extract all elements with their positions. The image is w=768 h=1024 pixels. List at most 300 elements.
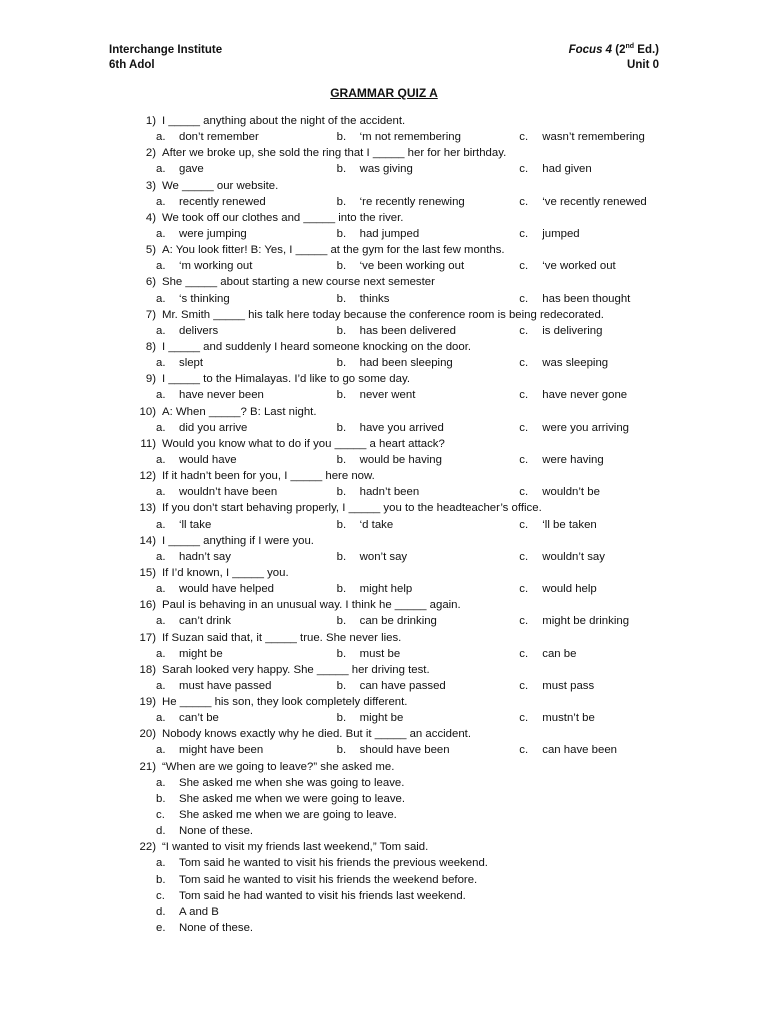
answer-option xyxy=(109,872,669,888)
answer-option xyxy=(156,742,337,758)
answer-option xyxy=(519,420,669,436)
option-text: Tom said he wanted to visit his friends the weekend before. xyxy=(179,873,478,886)
option-letter: b. xyxy=(336,486,347,499)
question-stem xyxy=(109,500,669,516)
answer-option xyxy=(337,452,520,468)
answer-option xyxy=(156,355,337,371)
question-text: I _____ and suddenly I heard someone knocking on the door. xyxy=(162,340,472,353)
option-letter: d. xyxy=(156,905,166,918)
document-header-left xyxy=(109,43,222,73)
answer-options-row xyxy=(109,355,669,371)
question-number: 18) xyxy=(139,663,156,676)
option-text: has been delivered xyxy=(359,324,456,337)
question-text: “When are we going to leave?” she asked me. xyxy=(162,760,395,773)
answer-option xyxy=(519,646,669,662)
answer-option xyxy=(109,807,669,823)
question-stem xyxy=(109,694,669,710)
option-letter: a. xyxy=(156,195,166,208)
answer-option xyxy=(156,420,337,436)
option-text: is delivering xyxy=(542,324,603,337)
option-text: can be drinking xyxy=(359,615,437,628)
option-text: can have passed xyxy=(359,679,446,692)
option-text: hadn’t been xyxy=(359,486,420,499)
option-letter: a. xyxy=(156,712,166,725)
question-text: A: You look fitter! B: Yes, I _____ at the gym for the last few months. xyxy=(162,244,505,257)
question-stem xyxy=(109,759,669,775)
option-text: ‘re recently renewing xyxy=(359,195,465,208)
question-text: We _____ our website. xyxy=(162,179,279,192)
option-text: None of these. xyxy=(179,922,254,935)
option-text: would be having xyxy=(359,453,442,466)
question-text: If you don’t start behaving properly, I _____ you to the headteacher’s office. xyxy=(162,502,542,515)
answer-options-row xyxy=(109,678,669,694)
answer-option xyxy=(337,613,520,629)
unit-label: Unit 0 xyxy=(627,59,659,71)
answer-option xyxy=(337,194,520,210)
answer-option xyxy=(156,484,337,500)
answer-option xyxy=(156,517,337,533)
question-text: I _____ to the Himalayas. I’d like to go some day. xyxy=(162,373,410,386)
answer-option xyxy=(337,742,520,758)
option-text: She asked me when we are going to leave. xyxy=(179,809,397,822)
answer-options-row xyxy=(109,194,669,210)
class-group: 6th Adol xyxy=(109,59,155,71)
option-text: would have helped xyxy=(179,583,274,596)
option-text: ‘ll take xyxy=(179,518,212,531)
answer-option xyxy=(519,742,669,758)
answer-option xyxy=(519,291,669,307)
answer-option xyxy=(156,226,337,242)
question-stem xyxy=(109,242,669,258)
option-letter: c. xyxy=(519,421,529,434)
question-text: Sarah looked very happy. She _____ her driving test. xyxy=(162,663,430,676)
answer-option xyxy=(156,387,337,403)
answer-options-row xyxy=(109,452,669,468)
question-number: 16) xyxy=(139,599,156,612)
option-text: gave xyxy=(179,163,204,176)
question-number: 1) xyxy=(145,115,156,127)
question-text: If I’d known, I _____ you. xyxy=(162,566,289,579)
answer-options-row xyxy=(109,258,669,274)
option-letter: a. xyxy=(156,260,166,273)
option-letter: a. xyxy=(156,615,166,628)
option-text: have never been xyxy=(179,389,264,402)
answer-option xyxy=(519,549,669,565)
answer-option xyxy=(519,581,669,597)
option-letter: c. xyxy=(519,583,529,596)
option-text: can’t drink xyxy=(179,615,231,628)
answer-options-row xyxy=(109,323,669,339)
option-text: would help xyxy=(542,583,597,596)
question-stem xyxy=(109,630,669,646)
option-text: have you arrived xyxy=(359,421,444,434)
question-text: Nobody knows exactly why he died. But it _____ an accident. xyxy=(162,728,471,741)
answer-option xyxy=(156,646,337,662)
answer-option xyxy=(519,678,669,694)
answer-option xyxy=(156,194,337,210)
option-letter: c. xyxy=(519,131,529,144)
option-text: hadn’t say xyxy=(179,550,231,563)
answer-options-row xyxy=(109,387,669,403)
question-number: 2) xyxy=(145,147,156,160)
answer-option xyxy=(337,420,520,436)
option-text: A and B xyxy=(179,905,219,918)
option-text: were you arriving xyxy=(542,421,630,434)
option-letter: b. xyxy=(336,679,347,692)
option-letter: c. xyxy=(519,357,529,370)
question-text: Paul is behaving in an unusual way. I think he _____ again. xyxy=(162,599,461,612)
answer-option xyxy=(156,581,337,597)
option-letter: e. xyxy=(156,922,166,935)
book-title: Focus 4 xyxy=(568,44,613,56)
answer-option xyxy=(337,484,520,500)
answer-option xyxy=(156,291,337,307)
option-letter: c. xyxy=(519,324,529,337)
question-text: I _____ anything about the night of the accident. xyxy=(162,115,406,127)
answer-option xyxy=(156,258,337,274)
option-text: might have been xyxy=(179,744,264,757)
option-text: might be xyxy=(179,647,223,660)
question-stem xyxy=(109,468,669,484)
option-letter: a. xyxy=(156,857,166,870)
question-number: 14) xyxy=(139,534,156,547)
answer-option xyxy=(156,161,337,177)
option-text: don’t remember xyxy=(179,131,259,144)
option-text: have never gone xyxy=(542,389,628,402)
answer-options-row xyxy=(109,484,669,500)
question-stem xyxy=(109,404,669,420)
book-edition: Focus 4 (2nd Ed.) xyxy=(568,43,659,56)
question-number: 20) xyxy=(139,728,156,741)
question-stem xyxy=(109,839,669,855)
option-text: ‘ve recently renewed xyxy=(542,195,647,208)
answer-option xyxy=(519,161,669,177)
answer-option xyxy=(337,355,520,371)
option-text: ‘ll be taken xyxy=(542,518,597,531)
option-text: had been sleeping xyxy=(359,357,453,370)
question-number: 5) xyxy=(145,244,156,257)
question-stem xyxy=(109,210,669,226)
answer-option xyxy=(519,452,669,468)
option-letter: c. xyxy=(519,292,529,305)
option-text: can have been xyxy=(542,744,618,757)
answer-option xyxy=(109,888,669,904)
option-letter: b. xyxy=(336,453,347,466)
option-letter: a. xyxy=(156,583,166,596)
answer-option xyxy=(519,129,669,145)
institute-name: Interchange Institute xyxy=(109,44,223,56)
answer-option xyxy=(337,129,520,145)
option-text: delivers xyxy=(179,324,219,337)
option-letter: b. xyxy=(336,163,347,176)
quiz-body xyxy=(109,113,669,936)
option-letter: c. xyxy=(519,453,529,466)
answer-options-row xyxy=(109,226,669,242)
option-letter: b. xyxy=(336,712,347,725)
option-letter: c. xyxy=(519,486,529,499)
answer-option xyxy=(156,710,337,726)
answer-option xyxy=(109,791,669,807)
answer-option xyxy=(337,161,520,177)
option-letter: a. xyxy=(156,163,166,176)
answer-option xyxy=(156,129,337,145)
question-number: 22) xyxy=(139,841,156,854)
option-letter: c. xyxy=(519,744,529,757)
question-number: 6) xyxy=(145,276,156,289)
option-letter: b. xyxy=(336,615,347,628)
answer-option xyxy=(337,226,520,242)
question-number: 10) xyxy=(139,405,156,418)
question-stem xyxy=(109,274,669,290)
option-letter: a. xyxy=(156,324,166,337)
option-letter: a. xyxy=(156,421,166,434)
answer-option xyxy=(519,613,669,629)
option-letter: b. xyxy=(336,647,347,660)
question-text: If Suzan said that, it _____ true. She never lies. xyxy=(162,631,402,644)
option-letter: b. xyxy=(336,518,347,531)
option-text: wasn’t remembering xyxy=(542,131,645,144)
option-text: She asked me when we were going to leave. xyxy=(179,792,406,805)
question-stem xyxy=(109,726,669,742)
option-text: might help xyxy=(359,583,413,596)
option-text: were jumping xyxy=(179,227,247,240)
question-number: 19) xyxy=(139,696,156,709)
option-text: thinks xyxy=(359,292,390,305)
question-text: I _____ anything if I were you. xyxy=(162,534,314,547)
option-letter: b. xyxy=(336,583,347,596)
option-letter: b. xyxy=(156,792,166,805)
answer-option xyxy=(519,387,669,403)
answer-option xyxy=(519,323,669,339)
option-letter: d. xyxy=(156,825,166,838)
question-text: Mr. Smith _____ his talk here today because the conference room is being redecorated. xyxy=(162,308,604,321)
option-text: recently renewed xyxy=(179,195,266,208)
option-letter: b. xyxy=(336,389,347,402)
option-letter: b. xyxy=(336,260,347,273)
option-text: jumped xyxy=(542,227,580,240)
question-text: “I wanted to visit my friends last weekend,” Tom said. xyxy=(162,841,429,854)
option-letter: a. xyxy=(156,453,166,466)
option-letter: a. xyxy=(156,292,166,305)
question-number: 11) xyxy=(140,437,156,450)
question-text: She _____ about starting a new course next semester xyxy=(162,276,435,289)
question-number: 9) xyxy=(145,373,156,386)
question-number: 17) xyxy=(139,631,156,644)
question-stem xyxy=(109,307,669,323)
option-letter: b. xyxy=(336,744,347,757)
option-letter: a. xyxy=(156,550,166,563)
question-text: After we broke up, she sold the ring that I _____ her for her birthday. xyxy=(162,147,507,160)
question-number: 3) xyxy=(145,179,156,192)
option-letter: c. xyxy=(519,195,529,208)
answer-options-row xyxy=(109,549,669,565)
option-text: Tom said he had wanted to visit his friends last weekend. xyxy=(179,889,466,902)
option-text: ‘ve worked out xyxy=(542,260,616,273)
option-letter: c. xyxy=(519,550,529,563)
answer-options-row xyxy=(109,291,669,307)
option-text: were having xyxy=(542,453,604,466)
answer-option xyxy=(519,484,669,500)
option-letter: c. xyxy=(519,227,529,240)
option-letter: a. xyxy=(156,744,166,757)
answer-option xyxy=(337,581,520,597)
answer-option xyxy=(109,823,669,839)
answer-options-row xyxy=(109,581,669,597)
question-number: 13) xyxy=(139,502,156,515)
option-letter: b. xyxy=(336,324,347,337)
option-text: was sleeping xyxy=(542,357,609,370)
answer-option xyxy=(156,549,337,565)
answer-option xyxy=(337,291,520,307)
question-stem xyxy=(109,565,669,581)
option-text: can be xyxy=(542,647,577,660)
question-stem xyxy=(109,533,669,549)
option-text: ‘m working out xyxy=(179,260,253,273)
option-letter: b. xyxy=(336,421,347,434)
option-text: ‘m not remembering xyxy=(359,131,461,144)
option-letter: b. xyxy=(336,550,347,563)
option-text: has been thought xyxy=(542,292,631,305)
question-stem xyxy=(109,113,669,129)
option-text: was giving xyxy=(359,163,413,176)
option-text: ‘s thinking xyxy=(179,292,230,305)
option-text: wouldn’t be xyxy=(542,486,600,499)
option-text: never went xyxy=(359,389,416,402)
option-text: would have xyxy=(179,453,237,466)
option-letter: a. xyxy=(156,486,166,499)
option-text: None of these. xyxy=(179,825,254,838)
question-number: 12) xyxy=(139,470,156,483)
option-text: wouldn’t have been xyxy=(179,486,278,499)
option-text: ‘d take xyxy=(359,518,394,531)
question-text: We took off our clothes and _____ into the river. xyxy=(162,211,404,224)
question-stem xyxy=(109,178,669,194)
option-text: must pass xyxy=(542,679,595,692)
question-text: If it hadn’t been for you, I _____ here now. xyxy=(162,470,375,483)
option-letter: a. xyxy=(156,647,166,660)
option-text: slept xyxy=(179,357,204,370)
answer-option xyxy=(337,549,520,565)
option-text: wouldn’t say xyxy=(542,550,605,563)
answer-options-row xyxy=(109,613,669,629)
question-stem xyxy=(109,371,669,387)
option-letter: b. xyxy=(336,292,347,305)
option-letter: b. xyxy=(336,357,347,370)
question-text: A: When _____? B: Last night. xyxy=(162,405,317,418)
question-stem xyxy=(109,662,669,678)
option-letter: c. xyxy=(156,809,165,822)
answer-options-row xyxy=(109,710,669,726)
option-text: should have been xyxy=(359,744,450,757)
question-text: He _____ his son, they look completely different. xyxy=(162,696,408,709)
answer-option xyxy=(156,323,337,339)
answer-option xyxy=(337,323,520,339)
answer-option xyxy=(519,258,669,274)
option-letter: c. xyxy=(519,389,529,402)
option-letter: a. xyxy=(156,131,166,144)
option-letter: b. xyxy=(336,227,347,240)
option-text: She asked me when she was going to leave. xyxy=(179,776,405,789)
question-number: 7) xyxy=(145,308,156,321)
answer-options-row xyxy=(109,161,669,177)
answer-option xyxy=(109,904,669,920)
option-letter: c. xyxy=(519,615,529,628)
option-letter: a. xyxy=(156,679,166,692)
option-text: Tom said he wanted to visit his friends the previous weekend. xyxy=(179,857,488,870)
option-letter: b. xyxy=(336,131,347,144)
option-text: won’t say xyxy=(359,550,408,563)
option-text: did you arrive xyxy=(179,421,248,434)
option-text: can’t be xyxy=(179,712,219,725)
option-text: must have passed xyxy=(179,679,272,692)
answer-option xyxy=(519,517,669,533)
answer-option xyxy=(519,194,669,210)
answer-options-row xyxy=(109,129,669,145)
option-letter: c. xyxy=(519,679,529,692)
quiz-title: GRAMMAR QUIZ A xyxy=(330,86,438,100)
answer-option xyxy=(156,678,337,694)
document-header-right xyxy=(569,43,659,73)
answer-option xyxy=(109,920,669,936)
question-stem xyxy=(109,597,669,613)
question-stem xyxy=(109,145,669,161)
option-text: mustn’t be xyxy=(542,712,595,725)
answer-option xyxy=(519,226,669,242)
option-letter: c. xyxy=(519,647,529,660)
option-letter: a. xyxy=(156,776,166,789)
option-text: had jumped xyxy=(359,227,420,240)
answer-options-row xyxy=(109,646,669,662)
option-letter: c. xyxy=(519,712,529,725)
question-stem xyxy=(109,339,669,355)
option-text: ‘ve been working out xyxy=(359,260,465,273)
question-text: Would you know what to do if you _____ a heart attack? xyxy=(162,437,445,450)
answer-option xyxy=(337,678,520,694)
question-number: 4) xyxy=(145,211,156,224)
answer-option xyxy=(156,452,337,468)
answer-options-row xyxy=(109,517,669,533)
answer-option xyxy=(337,517,520,533)
question-stem xyxy=(109,436,669,452)
option-letter: a. xyxy=(156,389,166,402)
option-letter: c. xyxy=(519,260,529,273)
answer-option xyxy=(519,710,669,726)
question-number: 21) xyxy=(139,760,156,773)
question-number: 15) xyxy=(139,566,156,579)
question-number: 8) xyxy=(145,340,156,353)
answer-option xyxy=(337,710,520,726)
answer-option xyxy=(109,775,669,791)
answer-option xyxy=(337,258,520,274)
option-letter: c. xyxy=(519,163,529,176)
option-letter: a. xyxy=(156,357,166,370)
answer-option xyxy=(337,646,520,662)
answer-option xyxy=(337,387,520,403)
option-text: had given xyxy=(542,163,592,176)
answer-option xyxy=(109,855,669,871)
answer-options-row xyxy=(109,742,669,758)
option-letter: c. xyxy=(156,889,165,902)
option-letter: a. xyxy=(156,227,166,240)
answer-options-row xyxy=(109,420,669,436)
answer-option xyxy=(519,355,669,371)
option-text: might be drinking xyxy=(542,615,630,628)
option-letter: b. xyxy=(156,873,166,886)
answer-option xyxy=(156,613,337,629)
option-letter: c. xyxy=(519,518,529,531)
option-letter: a. xyxy=(156,518,166,531)
option-text: must be xyxy=(359,647,401,660)
